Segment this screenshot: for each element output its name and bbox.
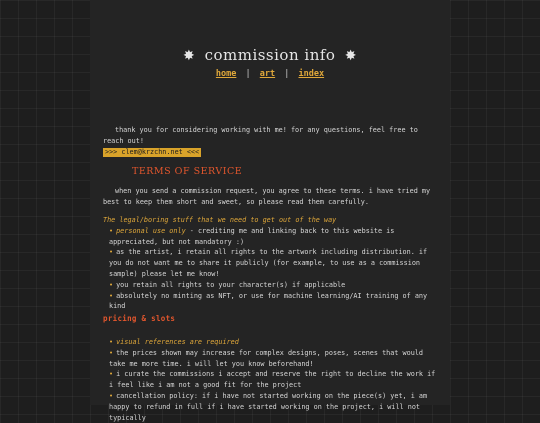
main-nav bbox=[90, 69, 450, 79]
list-item-text: as the artist, i retain all rights to the artwork including distribution. if you do not want me to share it publicly (for example, to use as a commission sample) please let me know! bbox=[109, 248, 428, 278]
intro-text: thank you for considering working with me! for any questions, feel free to reach out! bbox=[103, 126, 418, 145]
star-icon: ✸ bbox=[344, 48, 357, 64]
list-item bbox=[103, 391, 437, 423]
list-item-text: you retain all rights to your character(s) if applicable bbox=[116, 280, 346, 289]
list-item bbox=[103, 280, 437, 291]
pricing-heading: pricing & slots bbox=[103, 314, 176, 323]
legal-heading: The legal/boring stuff that we need to get out of the way bbox=[103, 216, 337, 224]
list-item-text: - crediting me and linking back to this website is appreciated, but not mandatory :) bbox=[109, 226, 395, 246]
star-icon: ✸ bbox=[183, 48, 196, 64]
list-item-text: cancellation policy: if i have not started working on the piece(s) yet, i am happy to refund in full if i have started working on the project, i will not typically bbox=[109, 391, 428, 422]
tos-intro-section bbox=[103, 186, 437, 208]
email-link[interactable]: >>> clem@krzchn.net <<< bbox=[105, 147, 200, 156]
bullet-icon: • bbox=[109, 248, 114, 257]
list-item bbox=[103, 369, 437, 391]
legal-list bbox=[103, 226, 437, 312]
nav-link-art[interactable]: art bbox=[259, 69, 276, 79]
bullet-icon: • bbox=[109, 338, 114, 346]
bullet-icon: • bbox=[109, 348, 114, 357]
bullet-icon: • bbox=[109, 391, 114, 400]
list-item-text: i curate the commissions i accept and reserve the right to decline the work if i feel like i am not a good fit for the project bbox=[109, 370, 436, 390]
nav-link-home[interactable]: home bbox=[215, 69, 237, 79]
nav-separator: | bbox=[284, 69, 290, 79]
nav-link-index[interactable]: index bbox=[298, 69, 325, 79]
nav-separator: | bbox=[245, 69, 251, 79]
list-item-emphasis: visual references are required bbox=[116, 338, 239, 346]
pricing-list bbox=[103, 337, 437, 423]
list-item bbox=[103, 247, 437, 279]
legal-section bbox=[103, 215, 437, 312]
bullet-icon: • bbox=[109, 280, 114, 289]
list-item bbox=[103, 348, 437, 370]
list-item bbox=[103, 226, 437, 248]
list-item-text: absolutely no minting as NFT, or use for machine learning/AI training of any kind bbox=[109, 291, 428, 311]
pricing-section bbox=[103, 337, 437, 423]
content-panel bbox=[90, 0, 450, 422]
tos-intro-text: when you send a commission request, you agree to these terms. i have tried my best to keep them short and sweet, so please read them carefully. bbox=[103, 187, 431, 206]
page-title-text: commission info bbox=[204, 46, 336, 64]
bullet-icon: • bbox=[109, 291, 114, 300]
tos-heading: TERMS OF SERVICE bbox=[132, 166, 243, 177]
list-item-emphasis: personal use only bbox=[116, 226, 186, 235]
intro-section bbox=[103, 125, 437, 157]
bullet-icon: • bbox=[109, 226, 114, 235]
page-title bbox=[90, 46, 450, 64]
bullet-icon: • bbox=[109, 370, 114, 379]
list-item bbox=[103, 291, 437, 313]
list-item-text: the prices shown may increase for complex designs, poses, scenes that would take me more time. i will let you know beforehand! bbox=[109, 348, 423, 368]
list-item bbox=[103, 337, 437, 348]
